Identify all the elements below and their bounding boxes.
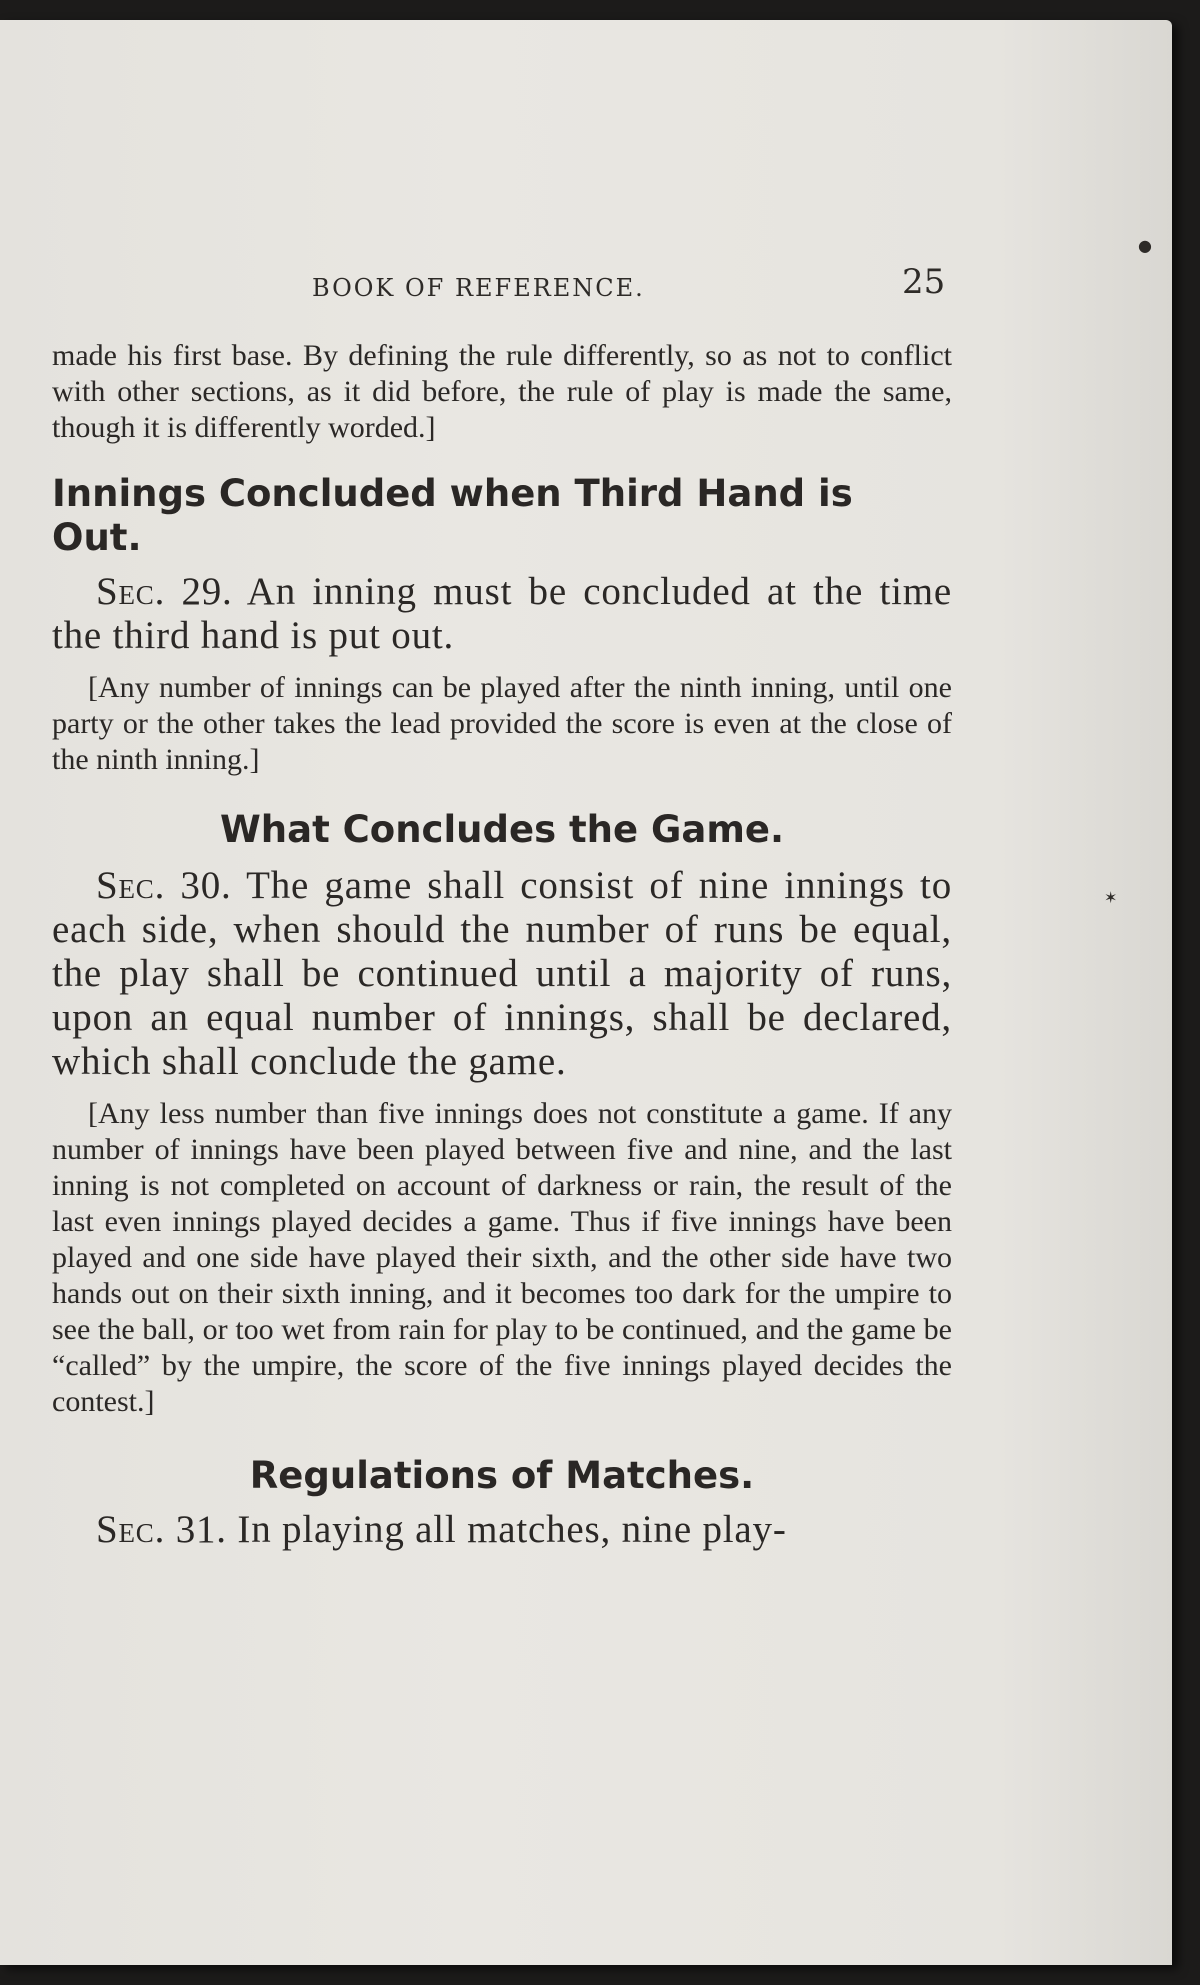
section-31-body: In playing all matches, nine play- [237, 1508, 787, 1551]
section-30-label: Sec. 30. [96, 864, 232, 907]
section-29-body: An inning must be concluded at the time the third hand is put out. [52, 570, 952, 657]
page-number: 25 [902, 262, 946, 302]
section-29-text [52, 570, 952, 658]
section-30-heading: What Concludes the Game. [219, 808, 785, 851]
section-30-body: The game shall consist of nine innings to each side, when should the number of runs be equal, the play shall be continued until a majority of runs, upon an equal number of innings, shall be declared, which shall conclude the game. [52, 864, 952, 1083]
continuation-paragraph: made his first base. By defining the rule differently, so as not to conflict with other sections, as it did before, the rule of play is made the same, though it is differently worded.] [52, 339, 952, 444]
section-31-heading: Regulations of Matches. [249, 1454, 755, 1497]
page-body [52, 338, 952, 1552]
margin-mark: ✶ [1104, 888, 1118, 907]
section-29-note: [Any number of innings can be played after the ninth inning, until one party or the other takes the lead provided the score is even at the close of the ninth inning.] [52, 671, 952, 776]
section-31-text [52, 1508, 952, 1552]
book-page [0, 20, 1172, 1965]
section-29-label: Sec. 29. [96, 570, 233, 613]
margin-mark: ● [1138, 236, 1152, 255]
section-31-label: Sec. 31. [96, 1508, 227, 1551]
section-30-note: [Any less number than five innings does not constitute a game. If any number of innings have been played between five and nine, and the last inning is not completed on account of darkness or rain, the result of the last even innings played decides a game. Thus if five innings have been played and one side have played their sixth, and the other side have two hands out on their sixth inning, and it becomes too dark for the umpire to see the ball, or too wet from rain for play to be continued, and the game be “called” by the umpire, the score of the five innings played decides the contest.] [52, 1097, 952, 1418]
section-29-heading: Innings Concluded when Third Hand is Out. [52, 472, 853, 559]
running-head [50, 262, 960, 310]
running-title: BOOK OF REFERENCE. [312, 274, 645, 302]
section-30-text [52, 864, 952, 1084]
